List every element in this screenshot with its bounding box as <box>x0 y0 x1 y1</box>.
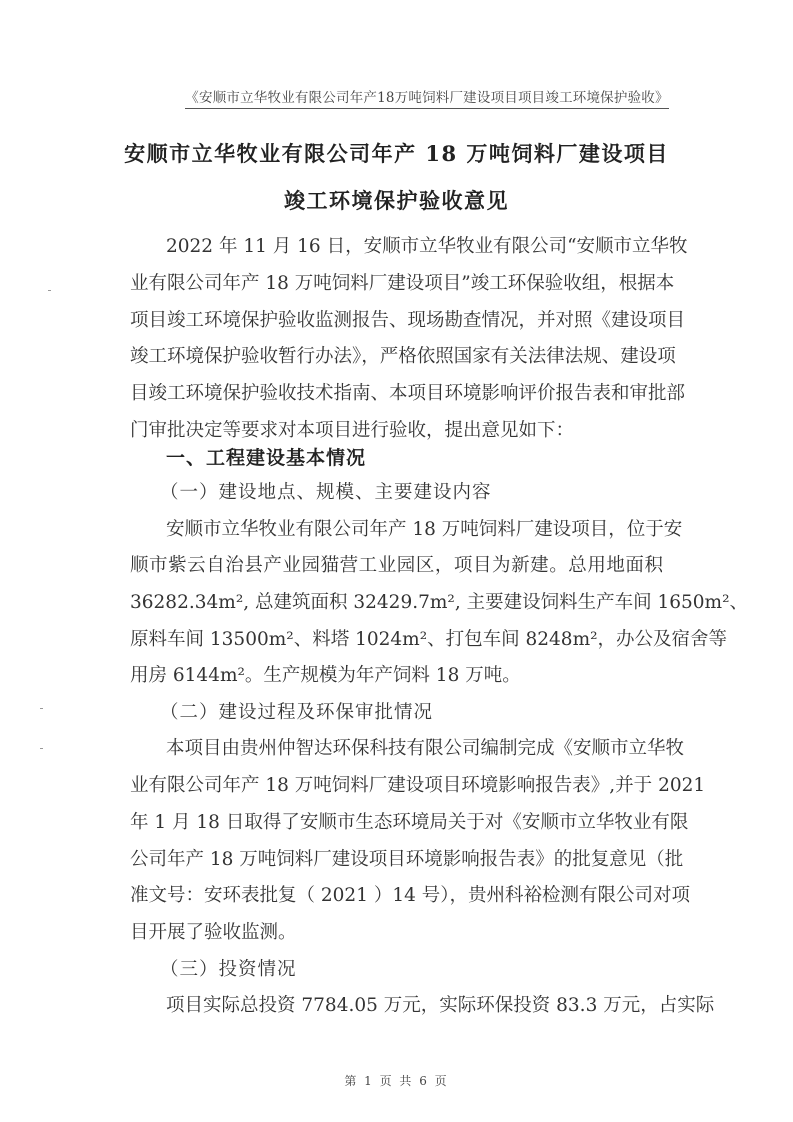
paragraph-line: 36282.34m², 总建筑面积 32429.7m², 主要建设饲料生产车间 1650m²、 <box>130 592 749 613</box>
scan-mark <box>48 290 51 291</box>
subsection-heading: （二）建设过程及环保审批情况 <box>160 702 434 723</box>
section-heading: 一、工程建设基本情况 <box>166 447 367 469</box>
subsection-heading: （三）投资情况 <box>160 959 297 980</box>
paragraph-line: 门审批决定等要求对本项目进行验收，提出意见如下： <box>130 420 575 441</box>
paragraph-line: 用房 6144m²。生产规模为年产饲料 18 万吨。 <box>130 665 521 686</box>
paragraph-line: 年 1 月 18 日取得了安顺市生态环境局关于对《安顺市立华牧业有限 <box>130 812 689 833</box>
paragraph-line: 业有限公司年产 18 万吨饲料厂建设项目环境影响报告表》,并于 2021 <box>130 775 706 796</box>
document-title-line2: 竣工环境保护验收意见 <box>284 188 509 213</box>
paragraph-line: 原料车间 13500m²、料塔 1024m²、打包车间 8248m²，办公及宿舍等 <box>130 629 728 650</box>
paragraph-line: 顺市紫云自治县产业园猫营工业园区，项目为新建。总用地面积 <box>130 555 663 576</box>
paragraph-line: 项目竣工环境保护验收监测报告、现场勘查情况，并对照《建设项目 <box>130 310 686 331</box>
scan-mark <box>40 708 43 709</box>
scan-mark <box>40 748 43 749</box>
paragraph-line: 本项目由贵州仲智达环保科技有限公司编制完成《安顺市立华牧 <box>166 738 685 759</box>
paragraph-line: 公司年产 18 万吨饲料厂建设项目环境影响报告表》的批复意见（批 <box>130 849 684 870</box>
paragraph-line: 2022 年 11 月 16 日，安顺市立华牧业有限公司“安顺市立华牧 <box>166 236 688 257</box>
paragraph-line: 项目实际总投资 7784.05 万元，实际环保投资 83.3 万元，占实际 <box>166 995 715 1016</box>
paragraph-line: 安顺市立华牧业有限公司年产 18 万吨饲料厂建设项目，位于安 <box>166 519 683 540</box>
paragraph-line: 竣工环境保护验收暂行办法》，严格依照国家有关法律法规、建设项 <box>130 346 676 367</box>
paragraph-line: 目竣工环境保护验收技术指南、本项目环境影响评价报告表和审批部 <box>130 383 686 404</box>
paragraph-line: 目开展了验收监测。 <box>130 922 297 943</box>
subsection-heading: （一）建设地点、规模、主要建设内容 <box>160 482 492 503</box>
page-footer: 第 1 页 共 6 页 <box>344 1074 449 1088</box>
paragraph-line: 准文号：安环表批复（ 2021 ）14 号），贵州科裕检测有限公司对项 <box>130 885 691 906</box>
paragraph-line: 业有限公司年产 18 万吨饲料厂建设项目”竣工环保验收组，根据本 <box>130 273 675 294</box>
running-header: 《安顺市立华牧业有限公司年产18万吨饲料厂建设项目项目竣工环境保护验收》 <box>185 86 669 109</box>
document-title-line1: 安顺市立华牧业有限公司年产 18 万吨饲料厂建设项目 <box>124 141 669 166</box>
